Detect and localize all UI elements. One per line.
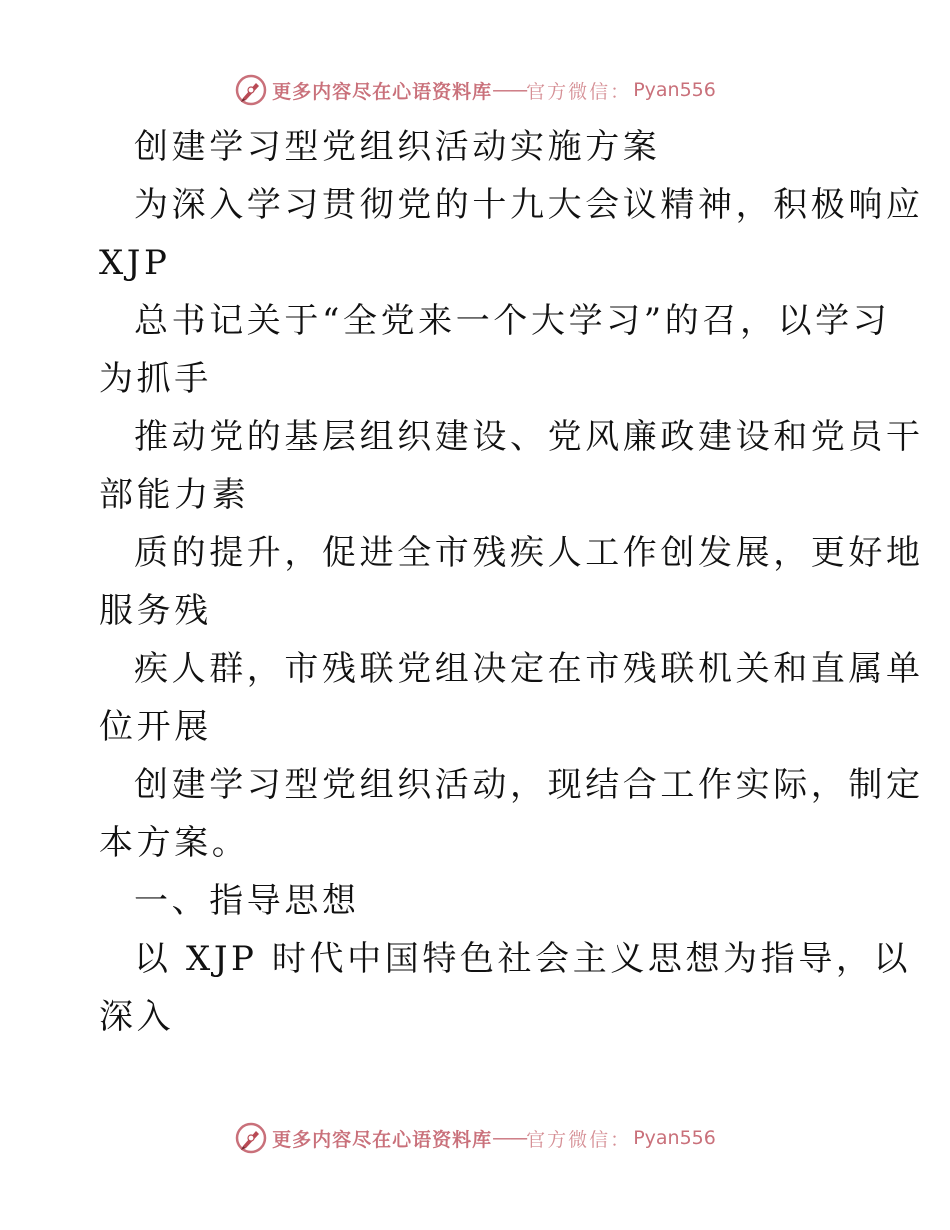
paragraph-line: 位开展 bbox=[99, 707, 212, 747]
pen-logo-icon bbox=[234, 1121, 268, 1155]
paragraph-line: 推动党的基层组织建设、党风廉政建设和党员干 bbox=[134, 417, 924, 457]
watermark-main-text: 更多内容尽在心语资料库 bbox=[272, 1128, 493, 1151]
watermark-dash: —— bbox=[492, 1127, 527, 1149]
paragraph-line: 质的提升，促进全市残疾人工作创发展，更好地 bbox=[134, 533, 924, 573]
watermark-wechat-id: Pyan556 bbox=[633, 1127, 716, 1149]
paragraph-line: 深入 bbox=[99, 997, 175, 1037]
paragraph-line: 创建学习型党组织活动，现结合工作实际，制定 bbox=[134, 765, 924, 805]
watermark-wechat-id: Pyan556 bbox=[633, 79, 716, 101]
paragraph-line: 本方案。 bbox=[99, 823, 250, 863]
paragraph-line: 部能力素 bbox=[99, 475, 250, 515]
paragraph-line: 为抓手 bbox=[99, 359, 212, 399]
watermark-sub-text: 官方微信： bbox=[526, 1128, 632, 1151]
paragraph-line: 以 XJP 时代中国特色社会主义思想为指导，以 bbox=[134, 939, 912, 979]
watermark-sub-text: 官方微信： bbox=[526, 80, 632, 103]
watermark-dash: —— bbox=[492, 79, 527, 101]
watermark-main-text: 更多内容尽在心语资料库 bbox=[272, 80, 493, 103]
paragraph-line: 服务残 bbox=[99, 591, 212, 631]
paragraph-line: XJP bbox=[99, 243, 171, 283]
document-title: 创建学习型党组织活动实施方案 bbox=[134, 127, 661, 167]
section-heading: 一、指导思想 bbox=[134, 881, 360, 921]
footer-watermark bbox=[0, 1118, 950, 1158]
paragraph-line: 疾人群，市残联党组决定在市残联机关和直属单 bbox=[134, 649, 924, 689]
paragraph-line: 为深入学习贯彻党的十九大会议精神，积极响应 bbox=[134, 185, 924, 225]
paragraph-line: 总书记关于“全党来一个大学习”的召，以学习 bbox=[134, 301, 891, 341]
